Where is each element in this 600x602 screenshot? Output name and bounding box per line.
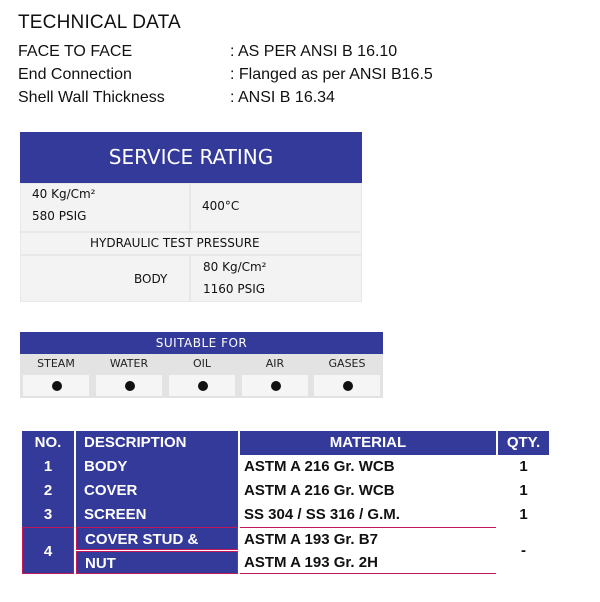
row-material: ASTM A 216 Gr. WCB (240, 479, 496, 503)
media-label: AIR (265, 357, 285, 370)
bullet-icon (52, 381, 62, 391)
header-description: DESCRIPTION (76, 431, 238, 455)
header-material: MATERIAL (240, 431, 496, 455)
row-qty: 1 (498, 503, 549, 527)
suitable-for-row (20, 354, 383, 398)
row-material: ASTM A 216 Gr. WCB (240, 455, 496, 479)
bullet-icon (271, 381, 281, 391)
row-material: ASTM A 193 Gr. B7 (240, 527, 496, 550)
media-label: STEAM (37, 357, 75, 370)
spec-label: Shell Wall Thickness (18, 89, 165, 106)
row-qty: 1 (498, 455, 549, 479)
row-no-merged: 4 (22, 527, 74, 574)
row-qty-merged: - (498, 527, 549, 574)
row-no: 1 (22, 455, 74, 479)
temperature: 400°C (202, 199, 240, 213)
media-water (94, 354, 164, 398)
pressure-kg: 40 Kg/Cm² (32, 187, 96, 201)
hydraulic-test-title: HYDRAULIC TEST PRESSURE (90, 236, 260, 250)
spec-value: : AS PER ANSI B 16.10 (230, 43, 398, 60)
header-qty: QTY. (498, 431, 549, 455)
suitable-for-title: SUITABLE FOR (20, 332, 383, 354)
suitable-for-table (20, 332, 383, 398)
media-label: OIL (192, 357, 212, 370)
bullet-icon (198, 381, 208, 391)
row-qty: 1 (498, 479, 549, 503)
body-psig: 1160 PSIG (203, 282, 266, 296)
body-kg: 80 Kg/Cm² (203, 260, 267, 274)
row-description: SCREEN (76, 503, 238, 527)
spec-value: : ANSI B 16.34 (230, 89, 335, 106)
row-description: COVER (76, 479, 238, 503)
service-rating-title: SERVICE RATING (20, 132, 362, 183)
parts-table (22, 431, 549, 574)
media-steam (21, 354, 91, 398)
body-label: BODY (134, 272, 168, 286)
row-no: 3 (22, 503, 74, 527)
row-description: NUT (76, 551, 238, 574)
header-no: NO. (22, 431, 74, 455)
row-material: SS 304 / SS 316 / G.M. (240, 503, 496, 527)
media-air (240, 354, 310, 398)
row-material: ASTM A 193 Gr. 2H (240, 551, 496, 574)
spec-label: End Connection (18, 66, 132, 83)
spec-value: : Flanged as per ANSI B16.5 (230, 66, 433, 83)
media-label: GASES (328, 357, 366, 370)
media-oil (167, 354, 237, 398)
row-description: BODY (76, 455, 238, 479)
service-rating-body (20, 183, 362, 302)
spec-label: FACE TO FACE (18, 43, 133, 60)
row-description: COVER STUD & (76, 527, 238, 550)
service-rating-table (20, 132, 362, 302)
media-gases (312, 354, 382, 398)
bullet-icon (125, 381, 135, 391)
bullet-icon (343, 381, 353, 391)
pressure-psig: 580 PSIG (32, 209, 87, 223)
row-no: 2 (22, 479, 74, 503)
media-label: WATER (109, 357, 149, 370)
technical-data-title: TECHNICAL DATA (18, 12, 181, 33)
